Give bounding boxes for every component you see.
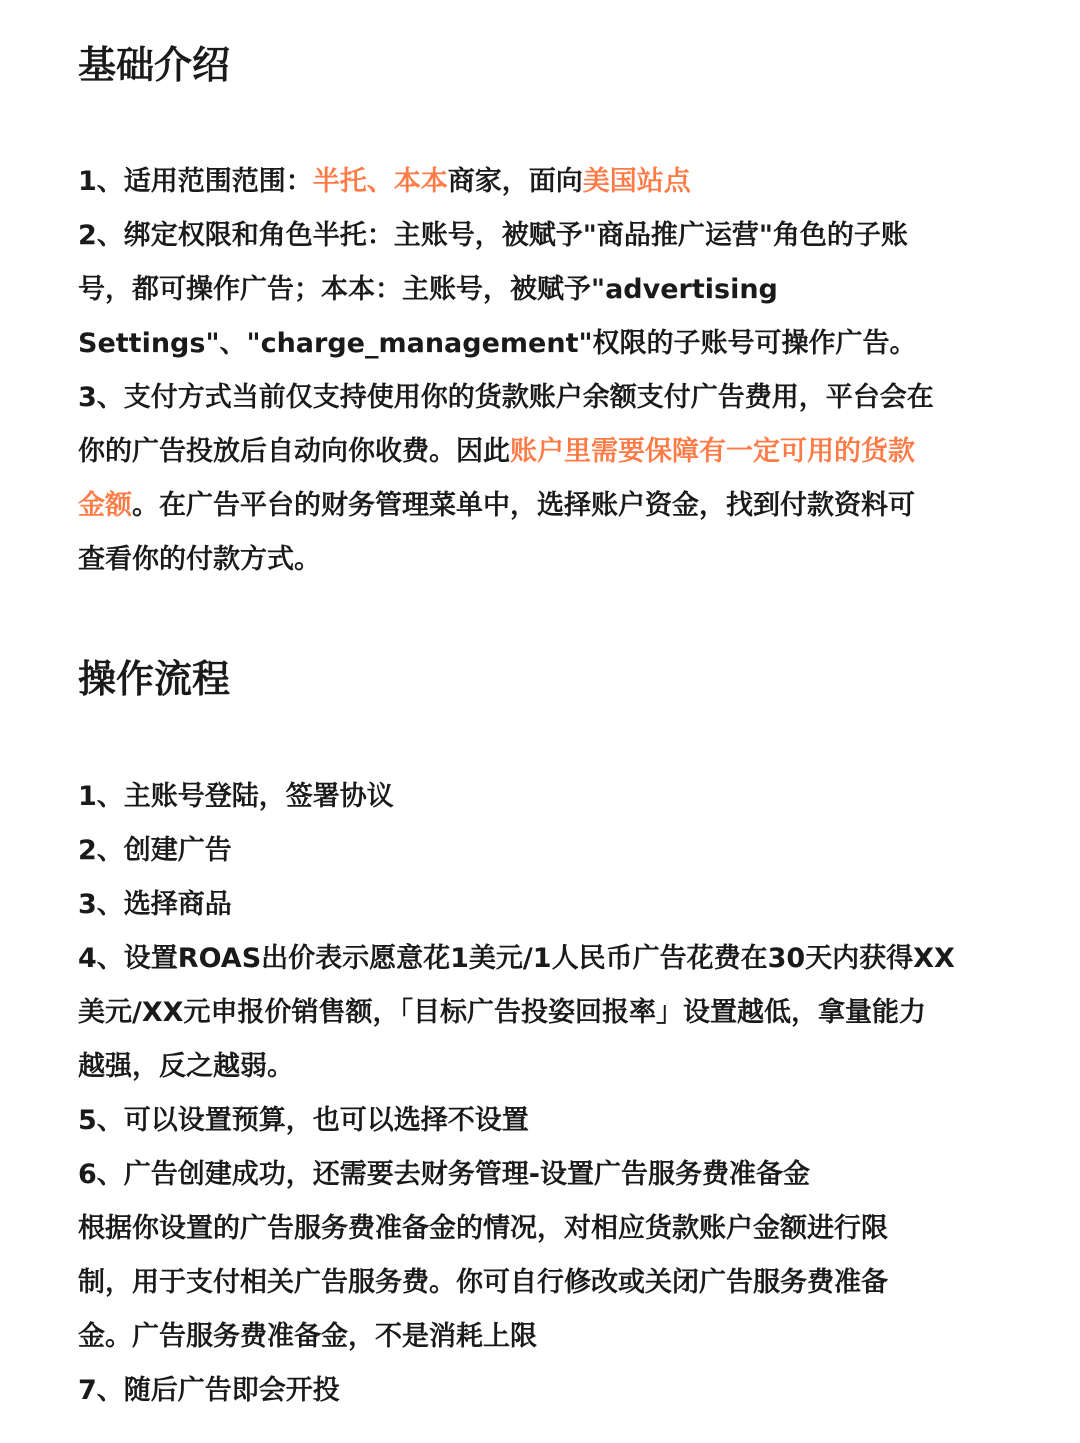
process-content bbox=[78, 770, 1008, 1418]
process-line: 4、设置ROAS出价表示愿意花1美元/1人民币广告花费在30天内获得XX bbox=[78, 943, 955, 974]
process-line: 1、主账号登陆，签署协议 bbox=[78, 781, 394, 812]
item3-line3-post: 。在广告平台的财务管理菜单中，选择账户资金，找到付款资料可 bbox=[132, 490, 915, 521]
process-line: 2、创建广告 bbox=[78, 835, 232, 866]
process-line: 美元/XX元申报价销售额，「目标广告投姿回报率」设置越低，拿量能力 bbox=[78, 997, 926, 1028]
item3-highlight-amount: 金额 bbox=[78, 490, 132, 521]
process-line: 根据你设置的广告服务费准备金的情况，对相应货款账户金额进行限 bbox=[78, 1213, 888, 1244]
basics-item-3-line-3 bbox=[78, 479, 1008, 533]
process-line: 7、随后广告即会开投 bbox=[78, 1375, 340, 1406]
process-line: 5、可以设置预算，也可以选择不设置 bbox=[78, 1105, 529, 1136]
basics-content bbox=[78, 155, 1008, 587]
item3-line2-pre: 你的广告投放后自动向你收费。因此 bbox=[78, 436, 510, 467]
basics-item-3-line-4: 查看你的付款方式。 bbox=[78, 544, 321, 575]
section-title-process: 操作流程 bbox=[78, 657, 231, 701]
basics-item-2-line-3: Settings"、"charge_management"权限的子账号可操作广告。 bbox=[78, 328, 917, 359]
basics-item-2-line-2: 号，都可操作广告；本本：主账号，被赋予"advertising bbox=[78, 274, 778, 305]
process-line: 制，用于支付相关广告服务费。你可自行修改或关闭广告服务费准备 bbox=[78, 1267, 888, 1298]
basics-item-3-line-1: 3、支付方式当前仅支持使用你的货款账户余额支付广告费用，平台会在 bbox=[78, 382, 934, 413]
item1-mid: 商家，面向 bbox=[447, 166, 583, 197]
process-line: 3、选择商品 bbox=[78, 889, 232, 920]
basics-item-2-line-1: 2、绑定权限和角色半托：主账号，被赋予"商品推广运营"角色的子账 bbox=[78, 220, 908, 251]
process-line: 越强，反之越弱。 bbox=[78, 1051, 294, 1082]
section-title-basics: 基础介绍 bbox=[78, 43, 231, 87]
process-line: 6、广告创建成功，还需要去财务管理-设置广告服务费准备金 bbox=[78, 1159, 810, 1190]
basics-item-1 bbox=[78, 155, 1008, 209]
process-line: 金。广告服务费准备金，不是消耗上限 bbox=[78, 1321, 537, 1352]
item1-highlight-us-site: 美国站点 bbox=[582, 166, 691, 197]
item1-highlight-merchants: 半托、本本 bbox=[312, 166, 448, 197]
item3-highlight-balance: 账户里需要保障有一定可用的货款 bbox=[510, 436, 915, 467]
basics-item-3-line-2 bbox=[78, 425, 1008, 479]
item1-prefix: 1、适用范围范围： bbox=[78, 166, 313, 197]
